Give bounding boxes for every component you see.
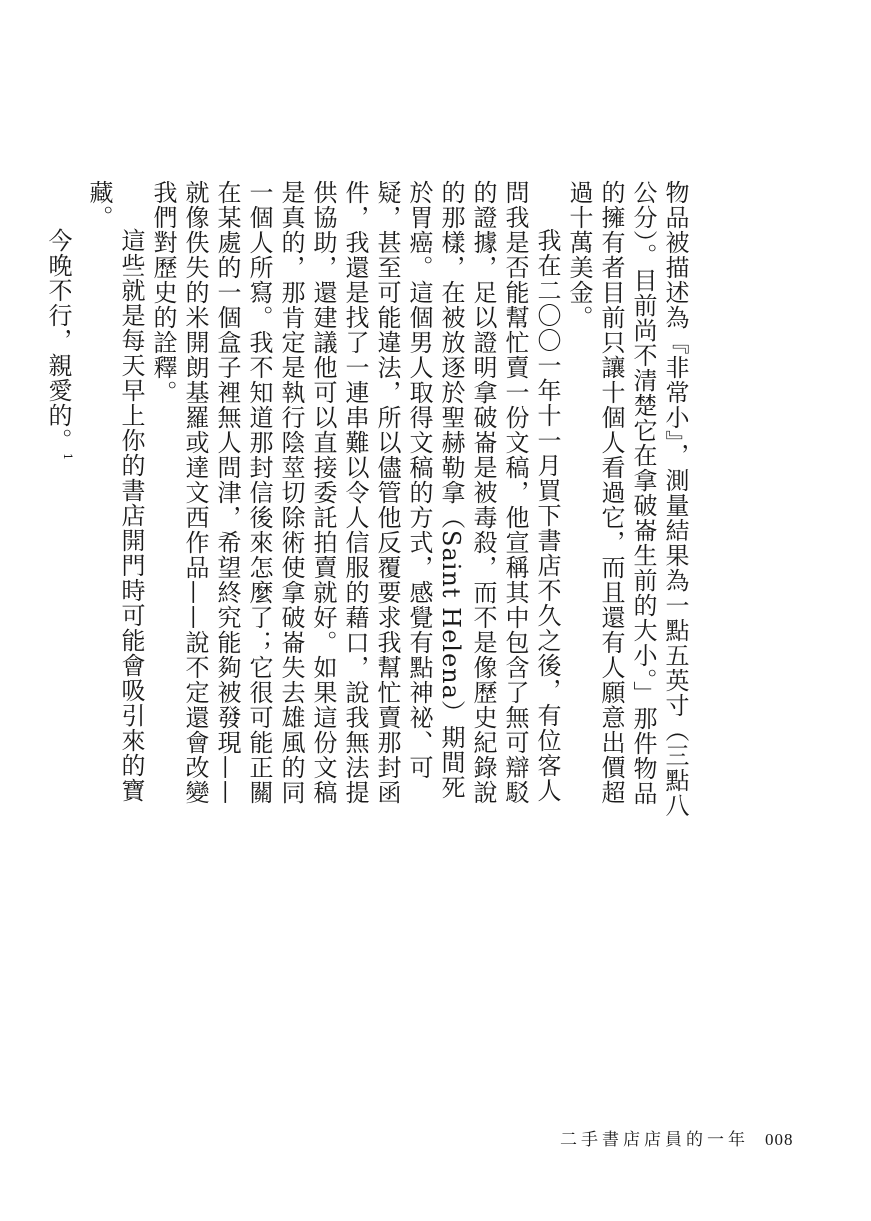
page-number: 008 — [765, 1130, 794, 1149]
footnote-marker[interactable]: 1 — [61, 453, 74, 461]
page-footer — [560, 1125, 794, 1150]
paragraph-1-text: 物品被描述為『非常小』，測量結果為一點五英寸（三點八公分）。目前尚不清楚它在拿破崙生前的大小。」那件物品的擁有者目前只讓十個人看過它，而且還有人願意出價超過十萬美金。 — [565, 180, 689, 818]
body-text — [42, 180, 691, 820]
paragraph-3-text: 這些就是每天早上你的書店開門時可能會吸引來的寶藏。 — [85, 180, 145, 803]
paragraph-4-text: 今晚不行，親愛的。 — [44, 228, 72, 453]
running-title: 二手書店店員的一年 — [560, 1130, 749, 1150]
paragraph-4 — [42, 180, 83, 820]
paragraph-1 — [563, 180, 691, 820]
paragraph-2 — [147, 180, 563, 820]
paragraph-2-text: 我在二〇〇一年十一月買下書店不久之後，有位客人問我是否能幫忙賣一份文稿，他宣稱其中包含了無可辯駁的證據，足以證明拿破崙是被毒殺，而不是像歷史紀錄說的那樣，在被放逐於聖赫勒拿（Saint Helena）期間死於胃癌。這個男人取得文稿的方式，感覺有點神祕、可疑，甚至可能違法，所以儘管他反覆要求我幫忙賣那封函件，我還是找了一連串難以令人信服的藉口，說我無法提供協助，還建議他可以直接委託拍賣就好。如果這份文稿是真的，那肯定是執行陰莖切除術使拿破崙失去雄風的同一個人所寫。我不知道那封信後來怎麼了；它很可能正關在某處的一個盒子裡無人問津，希望終究能夠被發現——就像佚失的米開朗基羅或達文西作品——說不定還會改變我們對歷史的詮釋。 — [149, 180, 561, 805]
paragraph-3 — [83, 180, 147, 820]
